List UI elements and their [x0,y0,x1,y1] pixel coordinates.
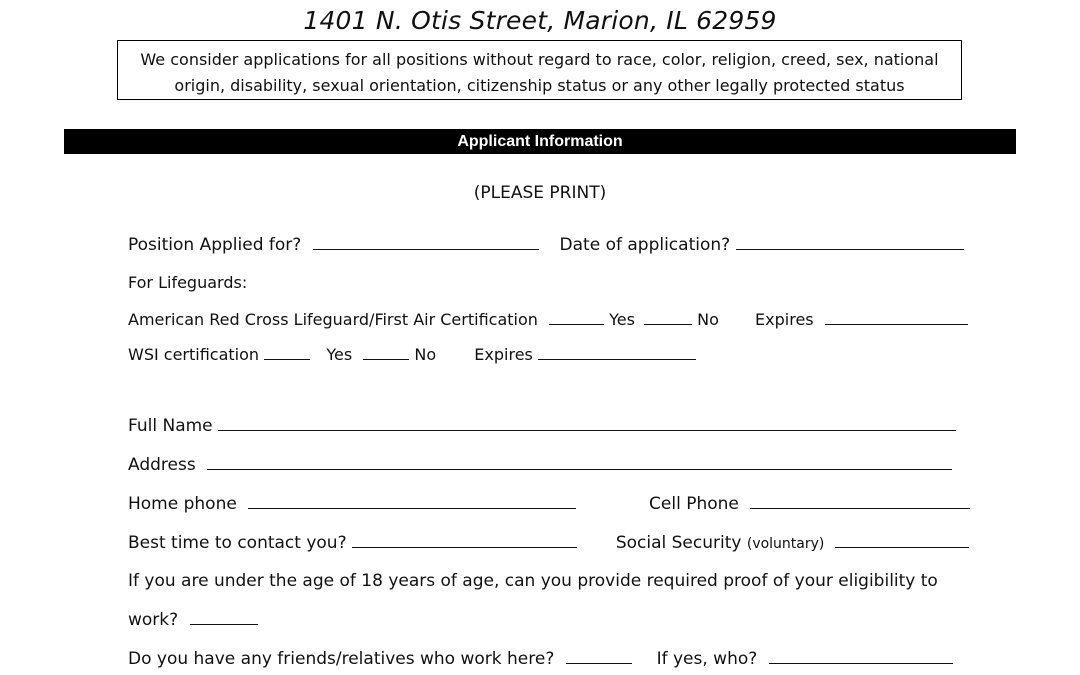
row-relatives [128,649,953,669]
arc-yes-label: Yes [609,310,635,329]
lifeguards-label: For Lifeguards: [128,273,248,292]
home-phone-field[interactable] [248,494,576,509]
best-time-field[interactable] [352,533,577,548]
address-label: Address [128,455,196,475]
eeo-statement-line-1: We consider applications for all positions without regard to race, color, religion, creed, sex, national [140,50,939,69]
arc-expires-label: Expires [755,310,814,329]
address-field[interactable] [207,455,952,470]
home-phone-label: Home phone [128,494,237,514]
wsi-certification-label: WSI certification [128,345,260,364]
position-field[interactable] [313,235,539,250]
row-position-date [128,235,964,255]
cell-phone-label: Cell Phone [649,494,739,514]
best-time-label: Best time to contact you? [128,533,347,553]
arc-expires-field[interactable] [825,310,968,325]
position-label: Position Applied for? [128,235,302,255]
eeo-statement-box [117,40,962,100]
row-wsi-certification [128,345,696,364]
eeo-statement-line-2: origin, disability, sexual orientation, citizenship status or any other legally protected status [174,76,905,95]
if-yes-who-label: If yes, who? [656,649,758,669]
row-arc-certification [128,310,968,329]
wsi-expires-field[interactable] [538,345,696,360]
arc-no-label: No [697,310,719,329]
row-under-18-cont [128,610,258,630]
under-18-field[interactable] [190,610,258,625]
if-yes-who-field[interactable] [769,649,953,664]
cell-phone-field[interactable] [750,494,970,509]
row-lifeguards [128,273,247,292]
please-print-instruction: (PLEASE PRINT) [473,183,607,203]
wsi-yes-field[interactable] [264,345,310,360]
date-field[interactable] [736,235,964,250]
ssn-label: Social Security [615,533,742,553]
date-label: Date of application? [559,235,731,255]
under-18-question: If you are under the age of 18 years of age, can you provide required proof of your eligibility to [128,571,938,591]
row-under-18 [128,571,938,591]
under-18-question-cont: work? [128,610,179,630]
arc-yes-field[interactable] [549,310,604,325]
wsi-expires-label: Expires [474,345,533,364]
wsi-no-label: No [414,345,437,364]
relatives-question: Do you have any friends/relatives who work here? [128,649,555,669]
ssn-voluntary-note: (voluntary) [746,536,825,552]
ssn-field[interactable] [835,533,969,548]
relatives-field[interactable] [566,649,632,664]
row-full-name [128,416,956,436]
arc-certification-label: American Red Cross Lifeguard/First Air Certification [128,310,538,329]
full-name-field[interactable] [218,416,956,431]
wsi-no-field[interactable] [363,345,409,360]
row-address [128,455,952,475]
row-best-time-ssn [128,533,969,553]
wsi-yes-label: Yes [326,345,353,364]
arc-no-field[interactable] [644,310,692,325]
full-name-label: Full Name [128,416,213,436]
facility-address: 1401 N. Otis Street, Marion, IL 62959 [303,6,777,35]
row-phones [128,494,970,514]
section-header-applicant-information: Applicant Information [64,129,1016,154]
